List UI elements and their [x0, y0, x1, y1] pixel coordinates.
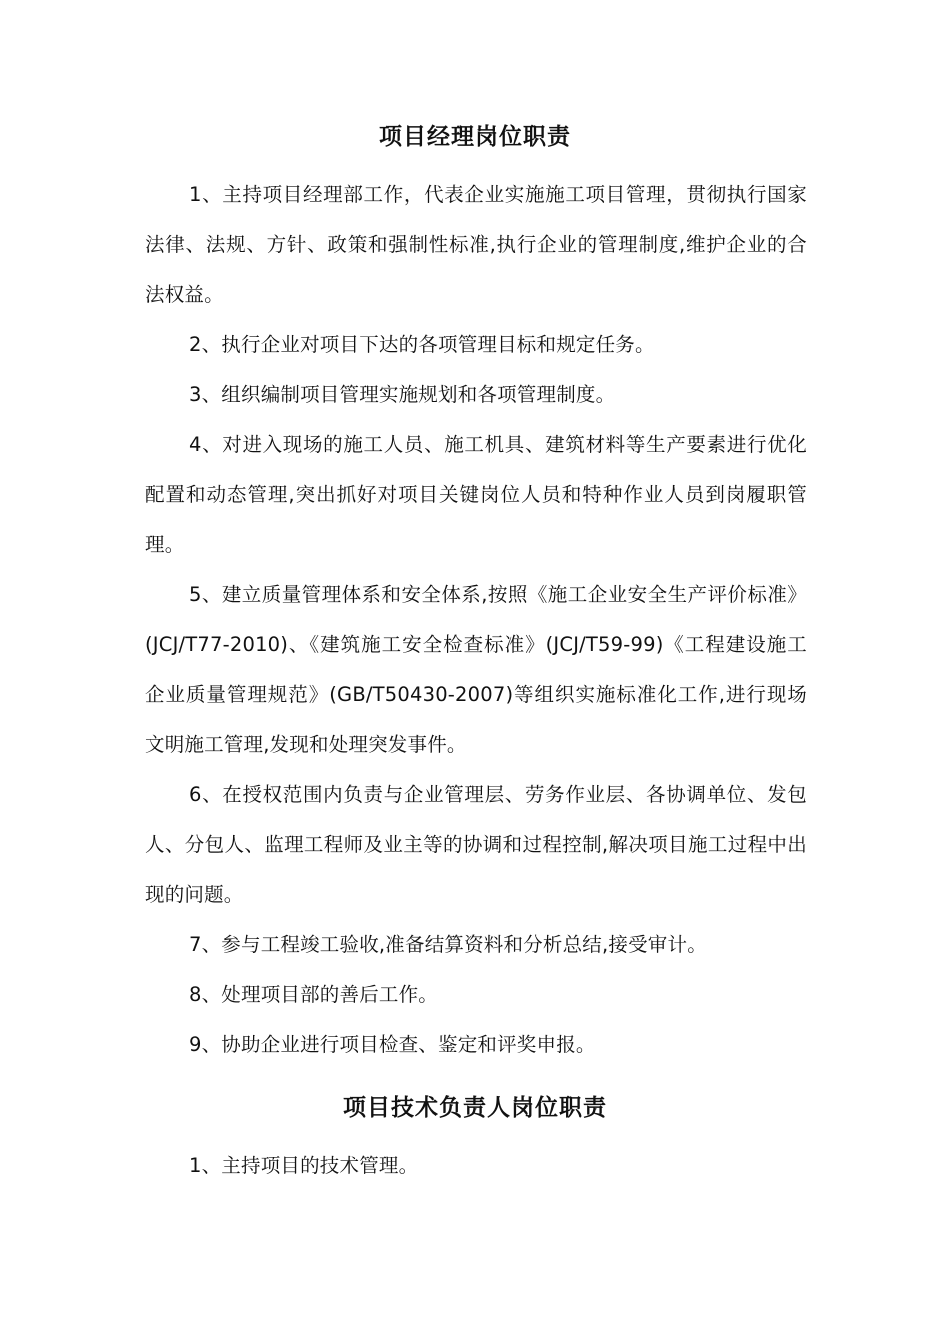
- duty-item-3: 3、组织编制项目管理实施规划和各项管理制度。: [189, 383, 616, 406]
- duty-item-5: 5、建立质量管理体系和安全体系,按照《施工企业安全生产评价标准》(JCJ/T77-2010)、《建筑施工安全检查标准》(JCJ/T59-99)《工程建设施工企业质量管理规范》(GB/T50430-2007)等组织实施标准化工作,进行现场文明施工管理,发现和处理突发事件。: [145, 583, 807, 756]
- duty-item-2: 2、执行企业对项目下达的各项管理目标和规定任务。: [189, 333, 655, 356]
- duty-item-6: 6、在授权范围内负责与企业管理层、劳务作业层、各协调单位、发包人、分包人、监理工程师及业主等的协调和过程控制,解决项目施工过程中出现的问题。: [145, 783, 807, 906]
- technical-duty-item-1: 1、主持项目的技术管理。: [189, 1154, 419, 1177]
- duty-item-1: 1、主持项目经理部工作，代表企业实施施工项目管理，贯彻执行国家法律、法规、方针、政策和强制性标准,执行企业的管理制度,维护企业的合法权益。: [145, 183, 807, 306]
- section-title-technical-lead: 项目技术负责人岗位职责: [343, 1095, 607, 1121]
- duty-item-9: 9、协助企业进行项目检查、鉴定和评奖申报。: [189, 1033, 596, 1056]
- duty-item-4: 4、对进入现场的施工人员、施工机具、建筑材料等生产要素进行优化配置和动态管理,突出抓好对项目关键岗位人员和特种作业人员到岗履职管理。: [145, 433, 807, 556]
- duty-item-8: 8、处理项目部的善后工作。: [189, 983, 439, 1006]
- section-title-project-manager: 项目经理岗位职责: [379, 124, 571, 150]
- duty-item-7: 7、参与工程竣工验收,准备结算资料和分析总结,接受审计。: [189, 933, 707, 956]
